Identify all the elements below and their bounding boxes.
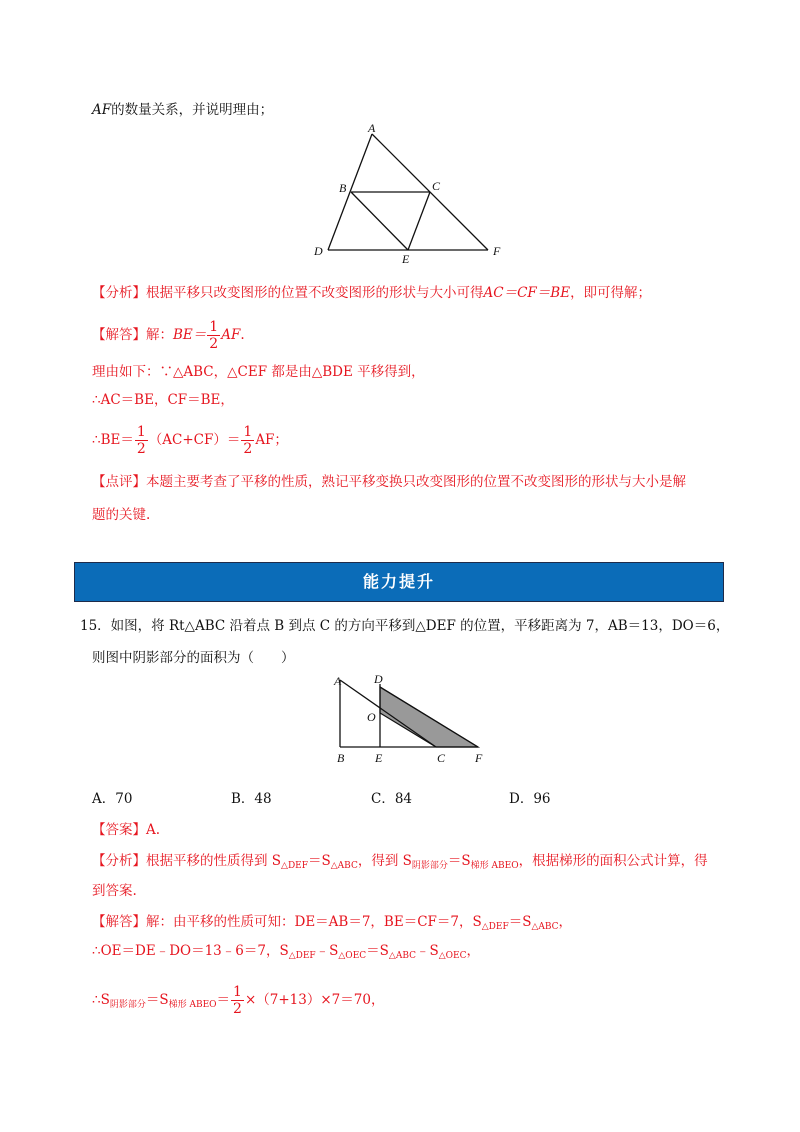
solution-tag: 【解答】 [92,914,146,930]
intro-line [92,100,273,120]
analysis-2 [92,851,708,876]
reason-mid: （AC+CF）＝ [148,432,241,448]
subscript: 梯形 ABEO [168,1000,217,1010]
subscript: △DEF [281,861,308,871]
subscript: △ABC [388,951,416,961]
fraction-numerator: 1 [136,424,146,440]
answer-period: . [240,327,245,343]
fraction-numerator: 1 [209,319,219,335]
label-F: F [493,244,501,258]
analysis-tail: ，即可得解； [570,285,652,301]
solution-line-3 [92,980,384,1025]
subscript: 梯形 ABEO [470,861,519,871]
label-F: F [475,751,483,765]
analysis-equation: AC＝CF＝BE [483,285,571,301]
fraction-numerator: 1 [233,984,242,1000]
question-15-line-1: 15．如图，将 Rt△ABC 沿着点 B 到点 C 的方向平移到△DEF 的位置，平移距离为 7，AB＝13，DO＝6， [80,618,730,634]
label-C: C [432,179,441,193]
option-c[interactable]: C．84 [371,791,413,807]
section-banner: 能力提升 [74,562,724,602]
solution-text: ＝ [216,992,231,1008]
solution-text: ﹣S [416,943,439,959]
label-D: D [314,244,323,258]
solution-text: ×（7+13）×7＝70， [244,992,385,1008]
label-D: D [374,672,383,686]
af-variable: AF [92,102,112,118]
figure-1-triangle-translation [300,118,510,268]
intro-text: 的数量关系，并说明理由； [111,102,274,118]
solution-text: ﹣S [315,943,339,959]
solution-text: ∴S [92,992,110,1008]
reason-line-2: ∴AC＝BE，CF＝BE， [92,392,234,408]
analysis-text: ＝S [447,853,471,869]
fraction-half [135,425,148,456]
option-b[interactable]: B．48 [231,791,272,807]
subscript: 阴影部分 [109,1000,146,1010]
label-E: E [402,252,410,266]
solution-text: ， [558,914,573,930]
label-A: A [368,121,376,135]
answer-value: A. [146,822,161,838]
fraction-half [241,425,254,456]
answer-tag: 【解答】 [92,327,146,343]
answer-tag: 【答案】 [92,822,146,838]
solution-text: ∴OE＝DE﹣DO＝13﹣6＝7，S [92,943,289,959]
subscript: △DEF [288,951,316,961]
fraction-denominator: 2 [136,441,146,457]
subscript: △OEC [438,951,467,961]
figure-2-translated-right-triangle [325,670,495,770]
option-a[interactable]: A．70 [92,791,133,807]
analysis-text: 根据平移的性质得到 S [146,853,282,869]
fraction-half [231,985,244,1016]
analysis-2-line-2: 到答案. [92,883,137,899]
reason-be: ∴BE＝ [92,432,134,448]
reason-line-3 [92,420,288,460]
comment-1 [92,472,686,492]
solution-text: ， [466,943,481,959]
label-C: C [437,751,446,765]
answer-be: BE＝ [173,327,207,343]
answer-1 [92,315,245,355]
subscript: △OEC [338,951,367,961]
solution-line-2 [92,941,480,966]
fraction-half [207,320,220,351]
analysis-text: ，得到 S [357,853,412,869]
fraction-denominator: 2 [209,336,219,352]
fraction-denominator: 2 [233,1001,242,1017]
subscript: △ABC [531,922,559,932]
option-d[interactable]: D．96 [509,791,551,807]
label-E: E [375,751,383,765]
fraction-denominator: 2 [243,441,253,457]
solution-line-1 [92,912,572,937]
comment-1-line-2: 题的关键. [92,507,151,523]
subscript: △ABC [330,861,358,871]
label-B: B [339,181,347,195]
reason-line-1: 理由如下：∵△ABC，△CEF 都是由△BDE 平移得到， [92,364,425,380]
subscript: 阴影部分 [411,861,448,871]
comment-tag: 【点评】 [92,474,146,490]
label-A: A [334,674,342,688]
solution-text: ＝S [145,992,169,1008]
analysis-text: ＝S [308,853,331,869]
question-15-line-2: 则图中阴影部分的面积为（ ） [92,650,295,666]
reason-af: AF； [255,432,288,448]
answer-2 [92,820,160,840]
fraction-numerator: 1 [243,424,253,440]
label-B: B [337,751,345,765]
solution-text: ＝S [508,914,532,930]
answer-pre: 解： [146,327,173,343]
analysis-text: ，根据梯形的面积公式计算，得 [518,853,708,869]
answer-af: AF [221,327,241,343]
analysis-tag: 【分析】 [92,285,146,301]
analysis-text: 根据平移只改变图形的位置不改变图形的形状与大小可得 [146,285,484,301]
solution-text: ＝S [366,943,389,959]
comment-text: 本题主要考查了平移的性质，熟记平移变换只改变图形的位置不改变图形的形状与大小是解 [146,474,686,490]
analysis-1 [92,283,651,303]
analysis-tag: 【分析】 [92,853,146,869]
solution-text: 解：由平移的性质可知：DE＝AB＝7，BE＝CF＝7，S [146,914,482,930]
label-O: O [367,710,376,724]
subscript: △DEF [481,922,509,932]
